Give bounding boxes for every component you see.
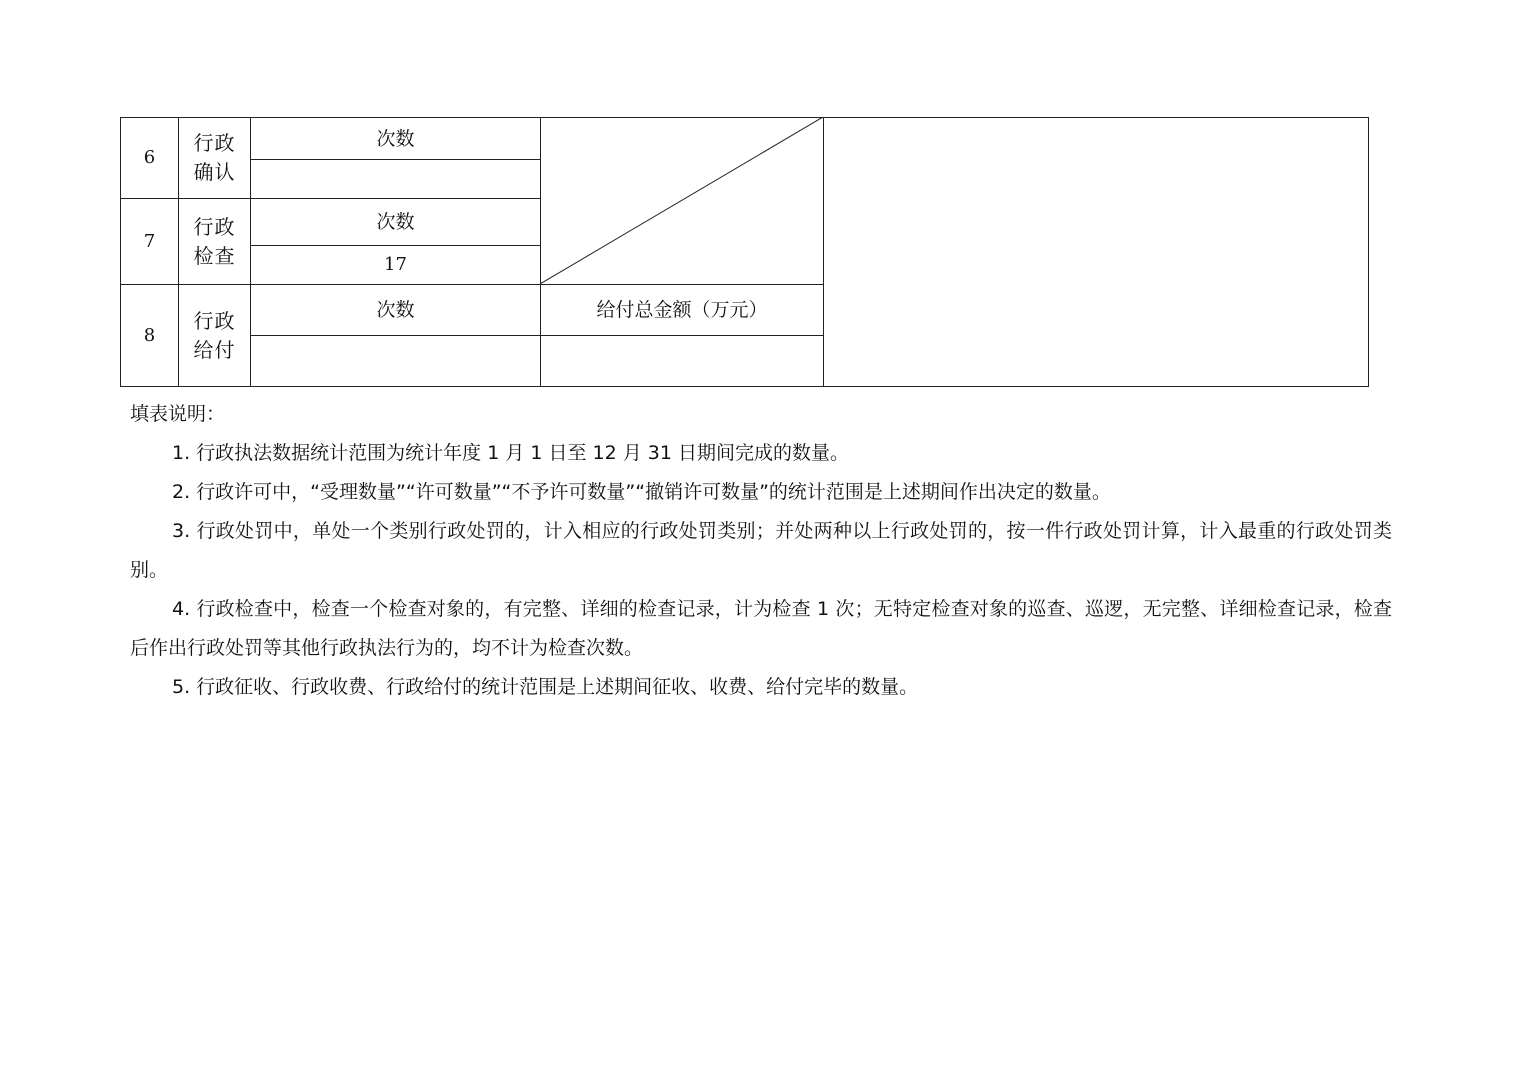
item-name-cell (179, 199, 251, 285)
item-name-line: 检查 (193, 243, 236, 268)
item-name-line: 确认 (193, 160, 236, 184)
crossed-out-cell (541, 118, 824, 285)
item-name-line: 行政 (193, 131, 236, 155)
statistics-table (120, 117, 1369, 387)
count-value (251, 160, 541, 199)
count-label: 次数 (251, 199, 541, 246)
item-name-cell (179, 285, 251, 387)
amount-label: 给付总金额（万元） (541, 285, 824, 336)
count-value (251, 336, 541, 387)
instruction-item: 3. 行政处罚中，单处一个类别行政处罚的，计入相应的行政处罚类别；并处两种以上行政处罚的，按一件行政处罚计算，计入最重的行政处罚类别。 (130, 520, 1392, 581)
filling-instructions (130, 395, 1392, 707)
table-row (121, 118, 1369, 160)
instruction-item: 4. 行政检查中，检查一个检查对象的，有完整、详细的检查记录，计为检查 1 次；无特定检查对象的巡查、巡逻，无完整、详细检查记录，检查后作出行政处罚等其他行政执法行为的，均不计为检查次数。 (130, 598, 1392, 659)
row-number: 7 (121, 199, 179, 285)
count-label: 次数 (251, 118, 541, 160)
amount-value (541, 336, 824, 387)
remarks-cell (824, 118, 1369, 387)
instruction-item: 5. 行政征收、行政收费、行政给付的统计范围是上述期间征收、收费、给付完毕的数量。 (172, 676, 919, 698)
item-name-line: 行政 (193, 308, 236, 333)
item-name-line: 行政 (193, 214, 236, 239)
count-value: 17 (251, 246, 541, 285)
row-number: 8 (121, 285, 179, 387)
instructions-heading: 填表说明： (130, 403, 226, 425)
item-name-line: 给付 (193, 337, 236, 362)
instruction-item: 2. 行政许可中，“受理数量”“许可数量”“不予许可数量”“撤销许可数量”的统计范围是上述期间作出决定的数量。 (172, 481, 1111, 503)
item-name-cell (179, 118, 251, 199)
instruction-item: 1. 行政执法数据统计范围为统计年度 1 月 1 日至 12 月 31 日期间完成的数量。 (172, 442, 850, 464)
count-label: 次数 (251, 285, 541, 336)
row-number: 6 (121, 118, 179, 199)
statistics-table-section (120, 117, 1368, 386)
